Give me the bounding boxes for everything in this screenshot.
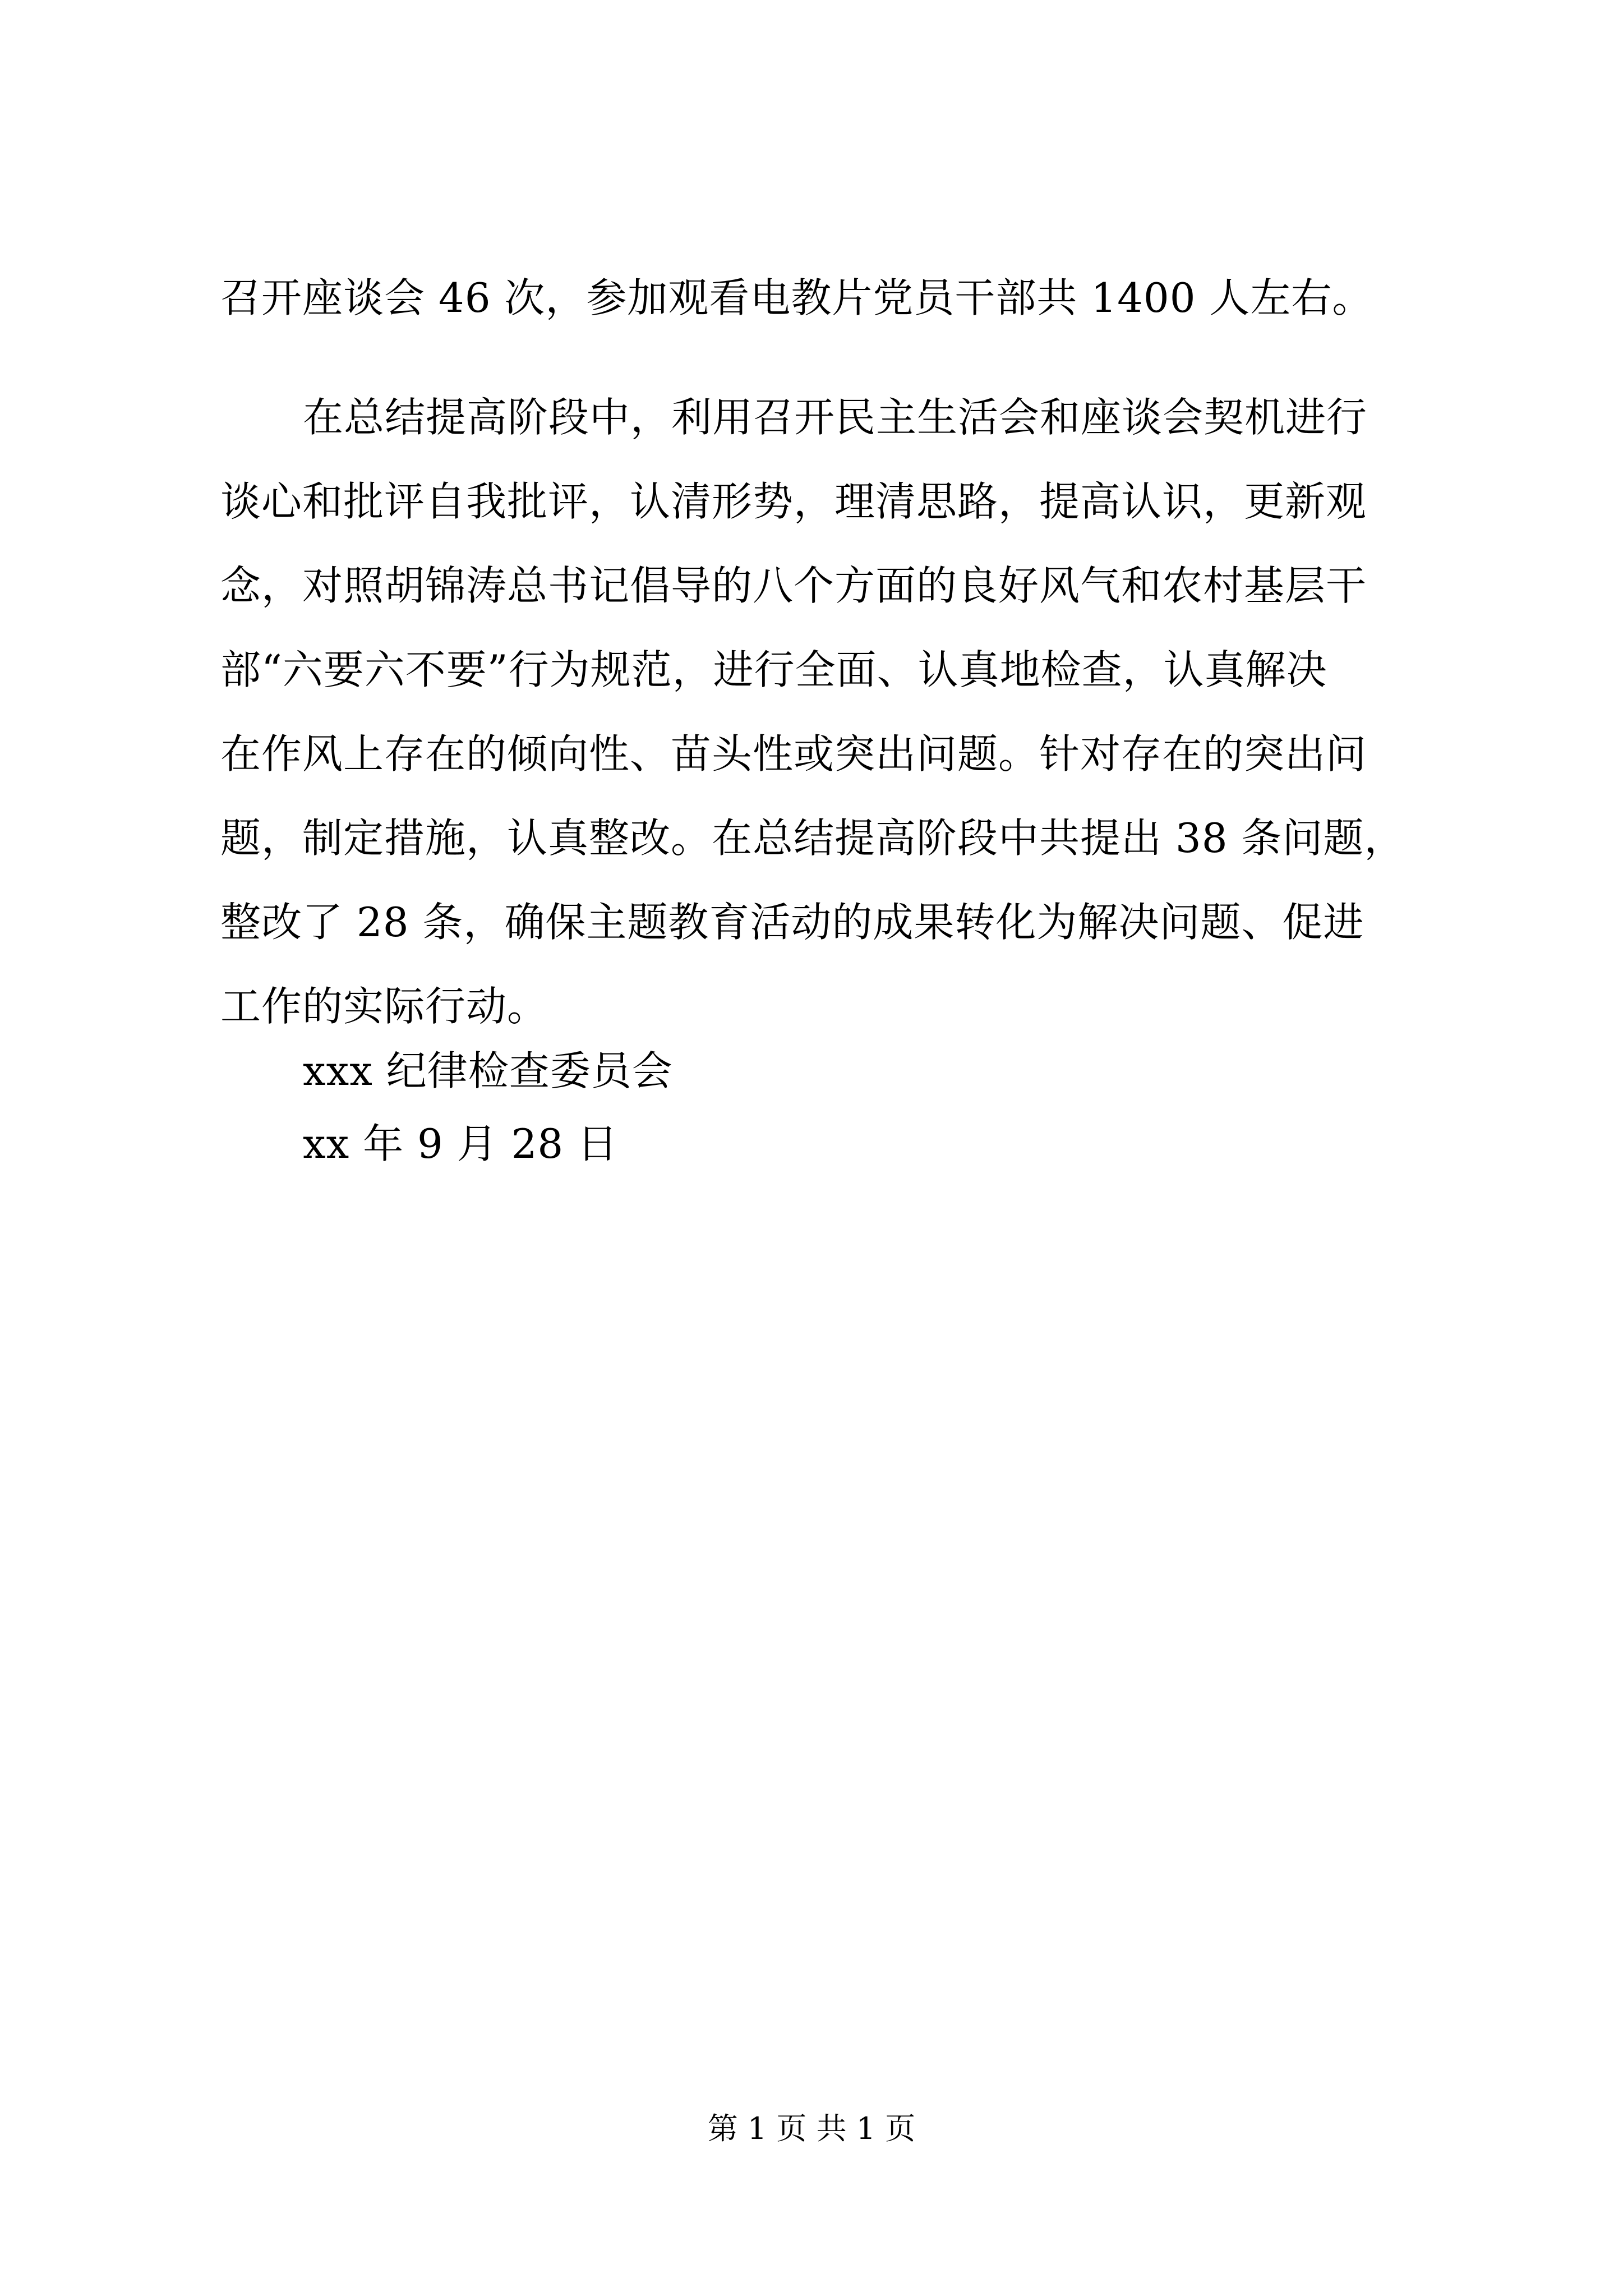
paragraph-line: 部“六要六不要”行为规范，进行全面、认真地检查，认真解决	[220, 646, 1327, 693]
paragraph-line: 召开座谈会 46 次，参加观看电教片党员干部共 1400 人左右。	[220, 274, 1373, 321]
signature-organization: xxx 纪律检查委员会	[303, 1047, 673, 1094]
paragraph-line: 在总结提高阶段中，利用召开民主生活会和座谈会契机进行	[303, 394, 1368, 441]
paragraph-line: 整改了 28 条，确保主题教育活动的成果转化为解决问题、促进	[220, 899, 1364, 946]
paragraph-line: 谈心和批评自我批评，认清形势，理清思路，提高认识，更新观	[220, 478, 1367, 525]
page-number-footer: 第 1 页 共 1 页	[707, 2111, 916, 2146]
paragraph-line: 题，制定措施，认真整改。在总结提高阶段中共提出 38 条问题，	[220, 815, 1405, 862]
paragraph-line: 工作的实际行动。	[220, 983, 548, 1030]
paragraph-line: 念，对照胡锦涛总书记倡导的八个方面的良好风气和农村基层干	[220, 562, 1367, 609]
paragraph-line: 在作风上存在的倾向性、苗头性或突出问题。针对存在的突出问	[220, 730, 1367, 777]
signature-date: xx 年 9 月 28 日	[303, 1120, 619, 1167]
